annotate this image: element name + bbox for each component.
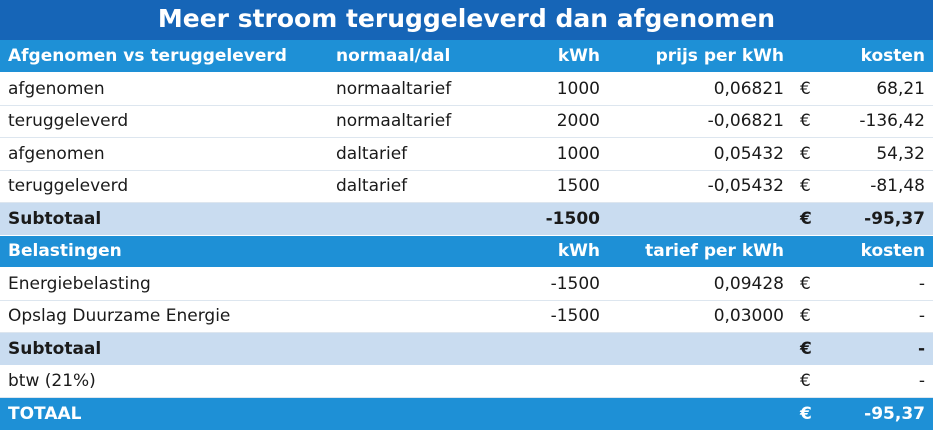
header-price: prijs per kWh (608, 40, 792, 73)
row-currency: € (792, 300, 842, 333)
header-tariff: normaal/dal (328, 40, 508, 73)
row-cost: 54,32 (842, 138, 933, 171)
row-price: -0,06821 (608, 105, 792, 138)
row-label: afgenomen (0, 73, 328, 106)
row-kwh: 1500 (508, 170, 608, 203)
total-currency: € (792, 398, 842, 431)
row-empty (508, 365, 608, 398)
subtotal-label: Subtotaal (0, 333, 328, 366)
subtotal-kwh: -1500 (508, 203, 608, 236)
row-currency: € (792, 170, 842, 203)
row-price: 0,06821 (608, 73, 792, 106)
subtotal-empty (608, 333, 792, 366)
table-row (0, 105, 933, 138)
header-kwh: kWh (508, 40, 608, 73)
btw-label: btw (21%) (0, 365, 328, 398)
row-currency: € (792, 105, 842, 138)
row-currency: € (792, 73, 842, 106)
total-label: TOTAAL (0, 398, 328, 431)
table-row (0, 138, 933, 171)
energy-cost-table (0, 40, 933, 431)
row-empty (328, 268, 508, 301)
total-cost: -95,37 (842, 398, 933, 431)
row-price: 0,05432 (608, 138, 792, 171)
header-kwh: kWh (508, 235, 608, 268)
header-rate: tarief per kWh (608, 235, 792, 268)
row-empty (328, 300, 508, 333)
subtotal-label: Subtotaal (0, 203, 328, 236)
btw-row (0, 365, 933, 398)
header-label: Afgenomen vs teruggeleverd (0, 40, 328, 73)
subtotal-currency: € (792, 203, 842, 236)
subtotal-empty (608, 203, 792, 236)
row-rate: 0,09428 (608, 268, 792, 301)
row-label: afgenomen (0, 138, 328, 171)
row-kwh: -1500 (508, 268, 608, 301)
subtotal-currency: € (792, 333, 842, 366)
row-kwh: 2000 (508, 105, 608, 138)
row-empty (608, 365, 792, 398)
header-cost: kosten (842, 40, 933, 73)
row-tariff: daltarief (328, 138, 508, 171)
total-row (0, 398, 933, 431)
subtotal-cost: -95,37 (842, 203, 933, 236)
row-cost: - (842, 268, 933, 301)
subtotal-empty (508, 333, 608, 366)
header-empty (328, 235, 508, 268)
header-empty (792, 40, 842, 73)
row-cost: -136,42 (842, 105, 933, 138)
row-tariff: normaaltarief (328, 73, 508, 106)
section2-subtotal-row (0, 333, 933, 366)
row-label: Opslag Duurzame Energie (0, 300, 328, 333)
table-row (0, 73, 933, 106)
row-kwh: -1500 (508, 300, 608, 333)
row-price: -0,05432 (608, 170, 792, 203)
row-cost: -81,48 (842, 170, 933, 203)
row-empty (328, 365, 508, 398)
table-row (0, 170, 933, 203)
btw-currency: € (792, 365, 842, 398)
header-cost: kosten (842, 235, 933, 268)
subtotal-cost: - (842, 333, 933, 366)
total-empty (608, 398, 792, 431)
subtotal-empty (328, 333, 508, 366)
btw-cost: - (842, 365, 933, 398)
row-tariff: daltarief (328, 170, 508, 203)
subtotal-empty (328, 203, 508, 236)
row-kwh: 1000 (508, 138, 608, 171)
page-title: Meer stroom teruggeleverd dan afgenomen (0, 0, 933, 40)
row-label: teruggeleverd (0, 105, 328, 138)
section1-subtotal-row (0, 203, 933, 236)
row-currency: € (792, 138, 842, 171)
table-row (0, 300, 933, 333)
row-rate: 0,03000 (608, 300, 792, 333)
table-row (0, 268, 933, 301)
row-label: Energiebelasting (0, 268, 328, 301)
row-cost: - (842, 300, 933, 333)
section2-header-row (0, 235, 933, 268)
header-label: Belastingen (0, 235, 328, 268)
header-empty (792, 235, 842, 268)
row-kwh: 1000 (508, 73, 608, 106)
row-label: teruggeleverd (0, 170, 328, 203)
total-empty (328, 398, 508, 431)
row-cost: 68,21 (842, 73, 933, 106)
row-tariff: normaaltarief (328, 105, 508, 138)
row-currency: € (792, 268, 842, 301)
total-empty (508, 398, 608, 431)
section1-header-row (0, 40, 933, 73)
